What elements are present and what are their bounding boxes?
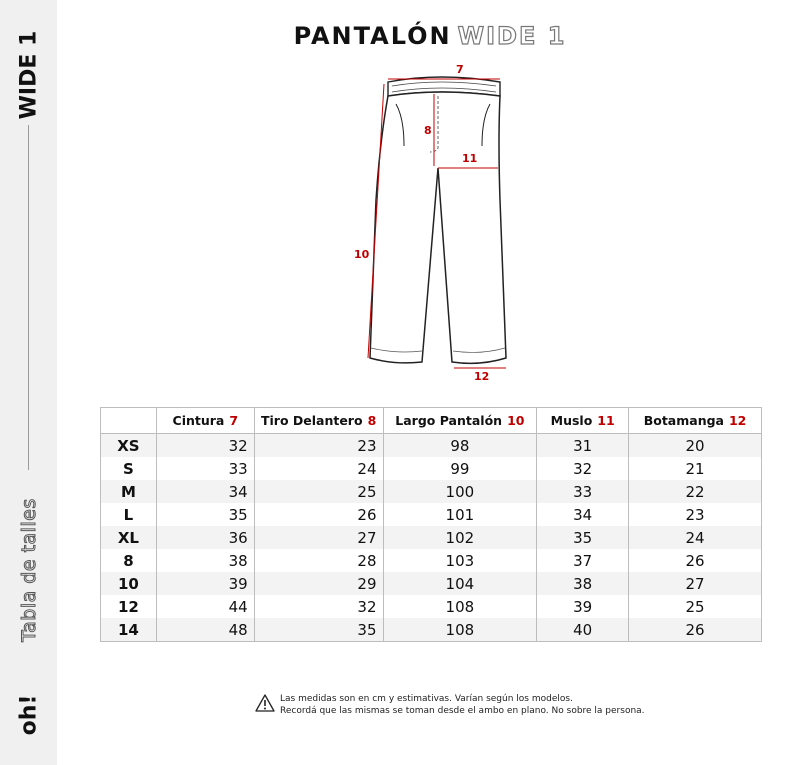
size-cell: L: [101, 503, 157, 526]
value-cell: 108: [383, 595, 537, 618]
value-cell: 33: [156, 457, 254, 480]
value-cell: 37: [537, 549, 629, 572]
value-cell: 25: [254, 480, 383, 503]
value-cell: 20: [629, 434, 762, 458]
label-muslo: 11: [462, 152, 478, 165]
size-cell: 10: [101, 572, 157, 595]
table-row: [101, 595, 762, 618]
label-largo: 10: [354, 248, 370, 261]
size-cell: S: [101, 457, 157, 480]
column-header: Largo Pantalón 10: [383, 408, 537, 434]
warning-icon: [255, 694, 275, 717]
value-cell: 27: [629, 572, 762, 595]
pants-illustration: [340, 60, 520, 390]
value-cell: 35: [537, 526, 629, 549]
value-cell: 32: [537, 457, 629, 480]
value-cell: 34: [537, 503, 629, 526]
footnote: [255, 693, 645, 717]
value-cell: 33: [537, 480, 629, 503]
value-cell: 39: [156, 572, 254, 595]
value-cell: 26: [629, 618, 762, 642]
value-cell: 40: [537, 618, 629, 642]
pants-diagram: [340, 60, 520, 390]
value-cell: 35: [254, 618, 383, 642]
value-cell: 98: [383, 434, 537, 458]
size-cell: XS: [101, 434, 157, 458]
value-cell: 28: [254, 549, 383, 572]
value-cell: 25: [629, 595, 762, 618]
table-header-corner: [101, 408, 157, 434]
value-cell: 23: [254, 434, 383, 458]
footnote-text: [280, 693, 645, 717]
brand-logo: oh!: [16, 694, 42, 736]
table-row: [101, 618, 762, 642]
table-row: [101, 549, 762, 572]
value-cell: 101: [383, 503, 537, 526]
value-cell: 21: [629, 457, 762, 480]
title-model: WIDE 1: [457, 22, 567, 50]
value-cell: 38: [537, 572, 629, 595]
value-cell: 100: [383, 480, 537, 503]
size-cell: XL: [101, 526, 157, 549]
label-botamanga: 12: [474, 370, 490, 383]
table-row: [101, 480, 762, 503]
value-cell: 44: [156, 595, 254, 618]
sidebar-subtitle: Tabla de talles: [18, 498, 40, 642]
table-header-row: [101, 408, 762, 434]
value-cell: 31: [537, 434, 629, 458]
value-cell: 35: [156, 503, 254, 526]
size-table: [100, 407, 762, 642]
footnote-line-2: Recordá que las mismas se toman desde el ambo en plano. No sobre la persona.: [280, 706, 645, 716]
value-cell: 22: [629, 480, 762, 503]
column-header: Cintura 7: [156, 408, 254, 434]
value-cell: 102: [383, 526, 537, 549]
value-cell: 108: [383, 618, 537, 642]
value-cell: 103: [383, 549, 537, 572]
sidebar: [0, 0, 57, 765]
value-cell: 29: [254, 572, 383, 595]
table-row: [101, 572, 762, 595]
value-cell: 39: [537, 595, 629, 618]
size-cell: 8: [101, 549, 157, 572]
page-title: [0, 22, 800, 50]
value-cell: 104: [383, 572, 537, 595]
label-cintura: 7: [456, 63, 464, 76]
value-cell: 26: [254, 503, 383, 526]
size-cell: M: [101, 480, 157, 503]
table-row: [101, 503, 762, 526]
sidebar-divider: [28, 125, 29, 470]
column-header: Botamanga 12: [629, 408, 762, 434]
column-header: Tiro Delantero 8: [254, 408, 383, 434]
value-cell: 26: [629, 549, 762, 572]
sidebar-title: WIDE 1: [16, 30, 42, 120]
value-cell: 36: [156, 526, 254, 549]
value-cell: 38: [156, 549, 254, 572]
value-cell: 32: [254, 595, 383, 618]
size-cell: 14: [101, 618, 157, 642]
column-header: Muslo 11: [537, 408, 629, 434]
table-row: [101, 526, 762, 549]
value-cell: 48: [156, 618, 254, 642]
value-cell: 24: [254, 457, 383, 480]
value-cell: 23: [629, 503, 762, 526]
size-cell: 12: [101, 595, 157, 618]
footnote-line-1: Las medidas son en cm y estimativas. Varían según los modelos.: [280, 694, 573, 704]
table-row: [101, 434, 762, 458]
value-cell: 34: [156, 480, 254, 503]
value-cell: 27: [254, 526, 383, 549]
title-main: PANTALÓN: [293, 22, 452, 50]
table-row: [101, 457, 762, 480]
value-cell: 24: [629, 526, 762, 549]
value-cell: 99: [383, 457, 537, 480]
value-cell: 32: [156, 434, 254, 458]
label-tiro: 8: [424, 124, 432, 137]
